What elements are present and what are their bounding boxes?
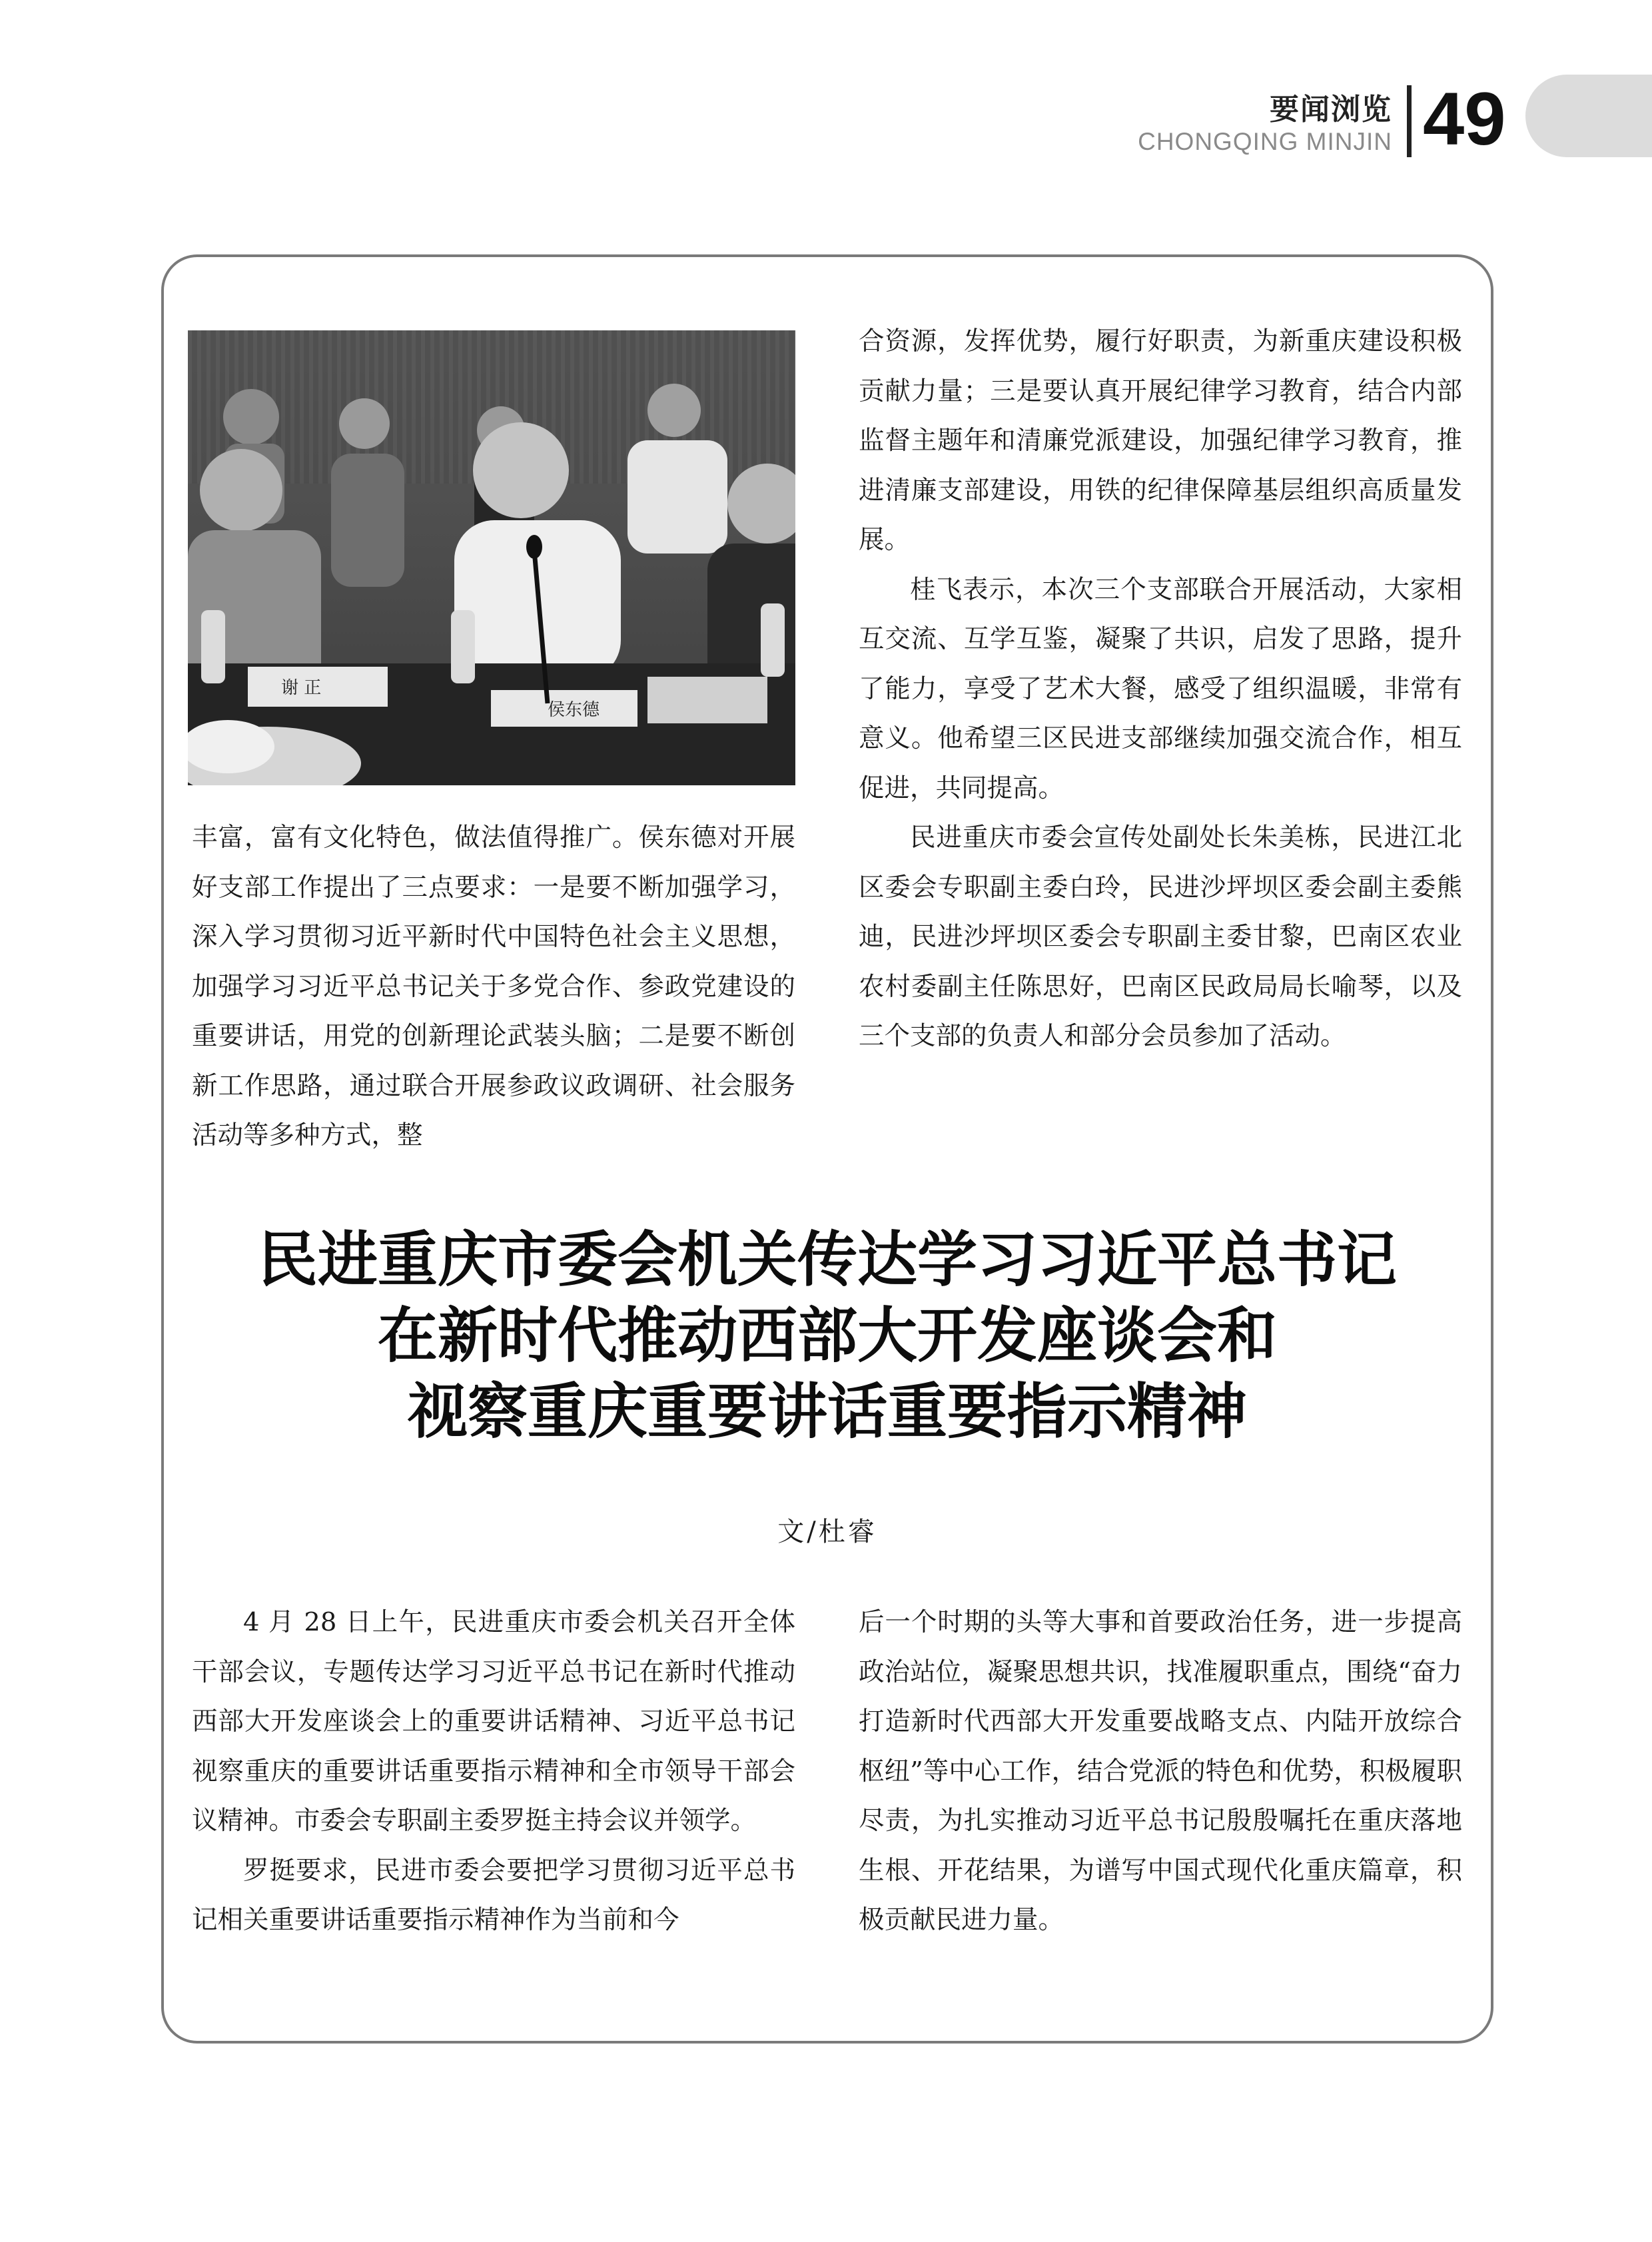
title-line-1: 民进重庆市委会机关传达学习习近平总书记 [258,1225,1397,1295]
page-tab [1525,75,1652,157]
article1-right-paragraph-2: 桂飞表示，本次三个支部联合开展活动，大家相互交流、互学互鉴，凝聚了共识，启发了思路，提升了能力，享受了艺术大餐，感受了组织温暖，非常有意义。他希望三区民进支部继续加强交流合作，相互促进，共同提高。 [859,574,1462,803]
article2-right-column [859,1598,1462,1946]
article2-title [161,1222,1493,1450]
title-line-3: 视察重庆重要讲话重要指示精神 [408,1377,1247,1447]
header-divider [1407,85,1412,157]
nameplate-center: 侯东德 [548,700,600,720]
meeting-photo-icon [188,330,795,785]
article1-left-paragraph: 丰富，富有文化特色，做法值得推广。侯东德对开展好支部工作提出了三点要求：一是要不断加强学习，深入学习贯彻习近平新时代中国特色社会主义思想，加强学习习近平总书记关于多党合作、参政党建设的重要讲话，用党的创新理论武装头脑；二是要不断创新工作思路，通过联合开展参政议政调研、社会服务活动等多种方式，整 [192,823,795,1150]
article2-left-column [192,1598,795,1946]
meeting-photo [188,330,795,785]
article1-right-paragraph-3: 民进重庆市委会宣传处副处长朱美栋，民进江北区委会专职副主委白玲，民进沙坪坝区委会副主委熊迪，民进沙坪坝区委会专职副主委甘黎，巴南区农业农村委副主任陈思好，巴南区民政局局长喻琴，以及三个支部的负责人和部分会员参加了活动。 [859,823,1462,1051]
article1-left-column [192,813,795,1161]
section-title: 要闻浏览 [1270,93,1392,127]
article2-right-paragraph: 后一个时期的头等大事和首要政治任务，进一步提高政治站位，凝聚思想共识，找准履职重点，围绕“奋力打造新时代西部大开发重要战略支点、内陆开放综合枢纽”等中心工作，结合党派的特色和优势，积极履职尽责，为扎实推动习近平总书记殷殷嘱托在重庆落地生根、开花结果，为谱写中国式现代化重庆篇章，积极贡献民进力量。 [859,1607,1462,1935]
byline: 文/杜睿 [777,1517,877,1547]
article2-left-paragraph-1: 4 月 28 日上午，民进重庆市委会机关召开全体干部会议，专题传达学习习近平总书记在新时代推动西部大开发座谈会上的重要讲话精神、习近平总书记视察重庆的重要讲话重要指示精神和全市领导干部会议精神。市委会专职副主委罗挺主持会议并领学。 [192,1607,795,1836]
article1-right-paragraph-1: 合资源，发挥优势，履行好职责，为新重庆建设积极贡献力量；三是要认真开展纪律学习教育，结合内部监督主题年和清廉党派建设，加强纪律学习教育，推进清廉支部建设，用铁的纪律保障基层组织高质量发展。 [859,326,1462,555]
article1-right-column [859,317,1462,1062]
title-line-2: 在新时代推动西部大开发座谈会和 [378,1301,1277,1371]
page-number: 49 [1423,77,1506,161]
nameplate-left: 谢 正 [281,678,322,698]
magazine-name: CHONGQING MINJIN [1138,128,1392,155]
article2-left-paragraph-2: 罗挺要求，民进市委会要把学习贯彻习近平总书记相关重要讲话重要指示精神作为当前和今 [192,1855,795,1935]
